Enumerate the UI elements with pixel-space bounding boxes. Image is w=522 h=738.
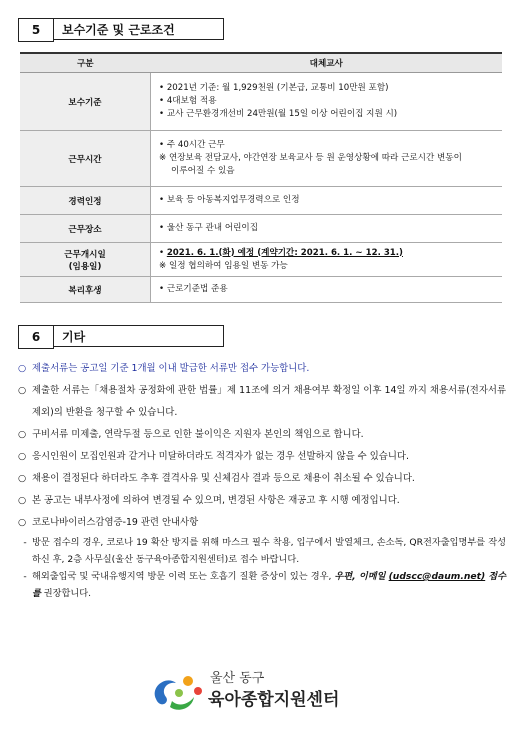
row-label: 복리후생	[20, 277, 151, 303]
row-value	[151, 131, 503, 187]
table-row	[20, 131, 502, 187]
list-item: ○ 본 공고는 내부사정에 의하여 변경될 수 있으며, 변경된 사항은 재공고 후 시행 예정입니다.	[18, 490, 506, 512]
row-label: 근무시간	[20, 131, 151, 187]
table-row	[20, 215, 502, 243]
section5-header	[18, 18, 224, 42]
table-row	[20, 277, 502, 303]
list-item: ○ 제출서류는 공고일 기준 1개월 이내 발급한 서류만 접수 가능합니다.	[18, 358, 506, 380]
row-label: 보수기준	[20, 73, 151, 131]
row-value	[151, 215, 503, 243]
circle-bullet-icon: ○	[18, 495, 27, 506]
logo-mark-icon	[148, 667, 206, 717]
email-link[interactable]: (udscc@daum.net)	[388, 571, 486, 582]
section5-number: 5	[18, 18, 54, 42]
conditions-table	[20, 52, 502, 303]
list-item: ○ 응시인원이 모집인원과 같거나 미달하더라도 적격자가 없는 경우 선발하지 않을 수 있습니다.	[18, 446, 506, 468]
list-item: • 교사 근무환경개선비 24만원(월 15일 이상 어린이집 지원 시)	[159, 108, 494, 121]
list-item: ○ 채용이 결정된다 하더라도 추후 결격사유 및 신체검사 결과 등으로 채용이 취소될 수 있습니다.	[18, 468, 506, 490]
row-label	[20, 243, 151, 277]
table-row	[20, 73, 502, 131]
sub-list-item: - 방문 접수의 경우, 코로나 19 확산 방지를 위해 마스크 필수 착용, 입구에서 발열체크, 손소독, QR전자출입명부를 작성 하신 후, 2층 사무실(울산 동구육아종합지원센터)로 접수 바랍니다.	[23, 537, 506, 565]
circle-bullet-icon: ○	[18, 451, 27, 462]
col-header-category: 구분	[20, 53, 151, 73]
circle-bullet-icon: ○	[18, 517, 27, 528]
sub-list-item: - 해외출입국 및 국내유행지역 방문 이력 또는 호흡기 질환 증상이 있는 경우, 우편, 이메일 (udscc@daum.net) 접수를 권장합니다.	[23, 571, 506, 599]
list-item: • 4대보험 적용	[159, 95, 494, 108]
row-value	[151, 187, 503, 215]
center-logo	[148, 663, 368, 719]
list-item: • 보육 등 아동복지업무경력으로 인정	[159, 194, 494, 207]
table-header-row	[20, 53, 502, 73]
row-label-line: (임용일)	[68, 261, 102, 272]
section6-title: 기타	[54, 325, 224, 347]
note-text: ※ 일정 협의하여 임용일 변동 가능	[159, 260, 494, 273]
logo-subtitle: 울산 동구	[210, 671, 265, 686]
emphasis-text: 우편, 이메일	[334, 571, 386, 582]
logo-title: 육아종합지원센터	[208, 690, 340, 710]
row-label: 근무장소	[20, 215, 151, 243]
emphasis-text: 접수를	[32, 571, 506, 599]
list-item: ○ 코로나바이러스감염증-19 관련 안내사항	[18, 512, 506, 534]
section6-header	[18, 325, 224, 349]
table-row	[20, 187, 502, 215]
notice-list	[18, 358, 506, 602]
list-item: ○ 제출한 서류는「채용절차 공정화에 관한 법률」제 11조에 의거 채용여부 확정일 이후 14일 까지 채용서류(전자서류 제외)의 반환을 청구할 수 있습니다.	[18, 380, 506, 424]
list-item: ○ 구비서류 미제출, 연락두절 등으로 인한 불이익은 지원자 본인의 책임으로 합니다.	[18, 424, 506, 446]
start-date-text: 2021. 6. 1.(화) 예정 (계약기간: 2021. 6. 1. ~ 12. 31.)	[166, 247, 403, 258]
circle-bullet-icon: ○	[18, 473, 27, 484]
table-row	[20, 243, 502, 277]
circle-bullet-icon: ○	[18, 385, 27, 396]
section6-number: 6	[18, 325, 54, 349]
note-text-continued: 이루어질 수 있음	[171, 166, 235, 176]
list-item: • 주 40시간 근무	[159, 139, 494, 152]
col-header-substitute-teacher: 대체교사	[151, 53, 503, 73]
row-value	[151, 243, 503, 277]
note-text: ※ 연장보육 전담교사, 야간연장 보육교사 등 원 운영상황에 따라 근로시간 변동이	[159, 152, 494, 165]
list-item	[159, 247, 494, 260]
list-item: • 근로기준법 준용	[159, 283, 494, 296]
list-item: • 2021년 기준: 월 1,929천원 (기본급, 교통비 10만원 포함)	[159, 82, 494, 95]
section5-title: 보수기준 및 근로조건	[54, 18, 224, 40]
row-value	[151, 73, 503, 131]
list-item: • 울산 동구 관내 어린이집	[159, 222, 494, 235]
row-value	[151, 277, 503, 303]
circle-bullet-icon: ○	[18, 363, 27, 374]
row-label-line: 근무개시일	[64, 249, 106, 260]
row-label: 경력인정	[20, 187, 151, 215]
circle-bullet-icon: ○	[18, 429, 27, 440]
